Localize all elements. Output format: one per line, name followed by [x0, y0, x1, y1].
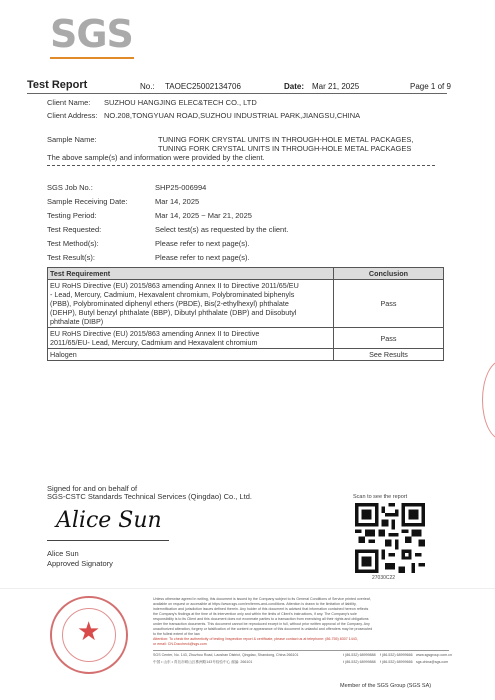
footer-terms-line: unauthorized alteration, forgery or falsification of the content or appearance of this document is unlawful and offenders may be prosecuted [153, 627, 373, 631]
client-address-value: NO.208,TONGYUAN ROAD,SUZHOU INDUSTRIAL PARK,JIANGSU,CHINA [104, 111, 361, 120]
test-result-label: Test Result(s): [47, 253, 95, 262]
test-requested-label: Test Requested: [47, 225, 102, 234]
footer-terms-line: available on request or accessible at https://www.sgs.com/en/terms-and-conditions. Attention is drawn to the limitation of liability, [153, 602, 357, 606]
footer-divider [0, 588, 495, 589]
conclusion-cell: See Results [334, 349, 444, 361]
test-method-label: Test Method(s): [47, 239, 99, 248]
signing-company: SGS-CSTC Standards Technical Services (Qingdao) Co., Ltd. [47, 492, 252, 501]
qr-code-icon[interactable] [355, 503, 425, 573]
footer-attention-line: Attention: To check the authenticity of testing /inspection report & certificate, please contact us at telephone: (86-755) 8307 1443, [153, 637, 358, 641]
table-row [48, 349, 444, 361]
edge-stamp [482, 360, 495, 440]
requirement-line: EU RoHS Directive (EU) 2015/863 amending Annex II to Directive 2011/65/EU [50, 281, 299, 290]
qr-caption: Scan to see the report [353, 494, 408, 500]
client-name-value: SUZHOU HANGJING ELEC&TECH CO., LTD [104, 98, 257, 107]
job-no-value: SHP25-006994 [155, 183, 207, 192]
job-no-label: SGS Job No.: [47, 183, 93, 192]
footer-contact-divider [153, 650, 449, 651]
footer-terms-line: Unless otherwise agreed in writing, this document is issued by the Company subject to its General Conditions of Service printed overleaf, [153, 597, 371, 601]
phone-chinese: t (86-532) 68999888 [343, 660, 376, 664]
testing-period-label: Testing Period: [47, 211, 97, 220]
sample-provided-note: The above sample(s) and information were provided by the client. [47, 153, 265, 162]
fax-english: f (86-532) 68999666 [380, 653, 413, 657]
report-date-value: Mar 21, 2025 [312, 82, 360, 91]
requirement-cell [48, 349, 334, 361]
receiving-date-value: Mar 14, 2025 [155, 197, 200, 206]
report-no-value: TAOEC25002134706 [165, 82, 241, 91]
header-divider [27, 93, 447, 94]
report-title: Test Report [27, 79, 88, 91]
requirement-cell [48, 280, 334, 328]
test-requirement-table [47, 267, 444, 361]
requirement-cell [48, 328, 334, 349]
report-date-label: Date: [284, 82, 305, 91]
website-link[interactable]: www.sgsgroup.com.cn [416, 653, 452, 657]
page-number: Page 1 of 9 [410, 82, 451, 91]
receiving-date-label: Sample Receiving Date: [47, 197, 128, 206]
signed-on-behalf: Signed for and on behalf of [47, 484, 138, 493]
requirement-line: Halogen [50, 350, 77, 359]
requirement-line: phthalate (DIBP) [50, 317, 104, 326]
seal-star-icon: ★ [77, 616, 101, 646]
col-requirement-header: Test Requirement [48, 268, 334, 280]
report-no-label: No.: [140, 82, 155, 91]
sample-name-line1: TUNING FORK CRYSTAL UNITS IN THROUGH-HOLE METAL PACKAGES, [158, 135, 414, 144]
footer-terms-line: the Company's findings at the time of its intervention only and within the limits of Client's instructions, if any. The Company's sole [153, 612, 357, 616]
fax-chinese: f (86-532) 68999666 [380, 660, 413, 664]
footer-terms-line: responsibility is to its Client and this document does not exonerate parties to a transaction from exercising all their rights and obligations [153, 617, 369, 621]
col-conclusion-header: Conclusion [334, 268, 444, 280]
footer-terms [153, 597, 372, 647]
table-row [48, 280, 444, 328]
client-name-label: Client Name: [47, 98, 91, 107]
address-chinese: 中国 • 山东 • 青岛市崂山区株洲路143号检验中心 邮编: 266101 [153, 660, 253, 664]
sgs-group-member: Member of the SGS Group (SGS SA) [340, 683, 432, 689]
requirement-line: EU RoHS Directive (EU) 2015/863 amending Annex II to Directive [50, 329, 260, 338]
footer-terms-line: indemnification and jurisdiction issues defined therein. Any holder of this document is advised that information contained hereon reflects [153, 607, 369, 611]
section-divider [47, 165, 435, 166]
qr-code-id: 27030C22 [372, 575, 396, 581]
handwritten-signature: Alice Sun [56, 508, 162, 533]
footer-attention-line: or email: CN.Doccheck@sgs.com [153, 642, 207, 646]
table-row [48, 328, 444, 349]
signatory-name: Alice Sun [47, 549, 79, 558]
requirement-line: - Lead, Mercury, Cadmium, Hexavalent chromium, Polybrominated biphenyls [50, 290, 295, 299]
signature-line [47, 540, 169, 541]
requirement-line: 2011/65/EU- Lead, Mercury, Cadmium and Hexavalent chromium [50, 338, 258, 347]
client-address-label: Client Address: [47, 111, 98, 120]
footer-terms-line: to the fullest extent of the law. [153, 632, 201, 636]
sgs-logo: SGS [50, 12, 133, 56]
test-requested-value: Select test(s) as requested by the client. [155, 225, 289, 234]
table-header-row [48, 268, 444, 280]
conclusion-cell: Pass [334, 280, 444, 328]
logo-accent-rule [50, 57, 134, 59]
signatory-role: Approved Signatory [47, 559, 113, 568]
requirement-line: (PBB), Polybrominated diphenyl ethers (PBDE), Bis(2-ethylhexyl) phthalate [50, 299, 289, 308]
footer-terms-line: under the transaction documents. This document cannot be reproduced except in full, without prior written approval of the Company. Any [153, 622, 370, 626]
conclusion-cell: Pass [334, 328, 444, 349]
address-english: SGS Center, No. 143, Zhuzhou Road, Laoshan District, Qingdao, Shandong, China 266101 [153, 653, 299, 657]
sample-name-line2: TUNING FORK CRYSTAL UNITS IN THROUGH-HOLE METAL PACKAGES [158, 144, 412, 153]
sample-name-label: Sample Name: [47, 135, 97, 144]
test-method-value: Please refer to next page(s). [155, 239, 250, 248]
email-link[interactable]: sgs.china@sgs.com [416, 660, 449, 664]
test-result-value: Please refer to next page(s). [155, 253, 250, 262]
testing-period-value: Mar 14, 2025 ~ Mar 21, 2025 [155, 211, 252, 220]
requirement-line: (DEHP), Butyl benzyl phthalate (BBP), Dibutyl phthalate (DBP) and Diisobutyl [50, 308, 297, 317]
phone-english: t (86-532) 68999888 [343, 653, 376, 657]
